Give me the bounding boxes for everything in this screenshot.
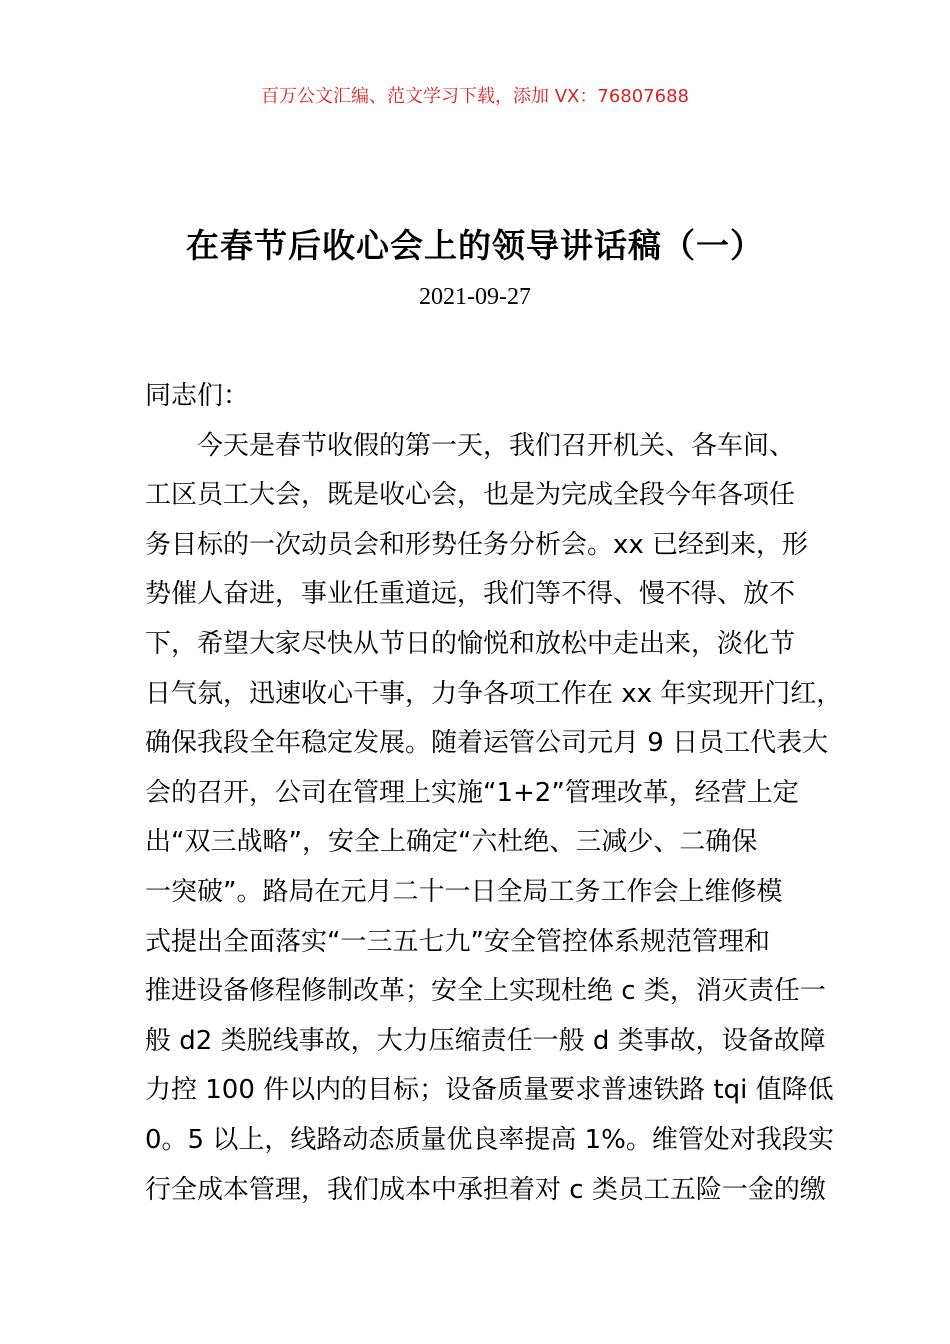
body-line: 力控 100 件以内的目标；设备质量要求普速铁路 tqi 值降低 (145, 1075, 834, 1106)
body-line: 行全成本管理，我们成本中承担着对 c 类员工五险一金的缴 (145, 1174, 826, 1205)
body-line: 0。5 以上，线路动态质量优良率提高 1%。维管处对我段实 (145, 1124, 834, 1155)
document-date: 2021-09-27 (419, 284, 531, 310)
download-notice: 百万公文汇编、范文学习下载，添加 VX：76807688 (261, 86, 689, 107)
body-line: 务目标的一次动员会和形势任务分析会。xx 已经到来，形 (145, 529, 809, 560)
body-line: 势催人奋进，事业任重道远，我们等不得、慢不得、放不 (145, 579, 796, 610)
body-line: 今天是春节收假的第一天，我们召开机关、各车间、 (197, 430, 796, 461)
document-body (145, 372, 843, 1215)
body-line: 确保我段全年稳定发展。随着运管公司元月 9 日员工代表大 (145, 728, 829, 759)
body-line: 下，希望大家尽快从节日的愉悦和放松中走出来，淡化节 (145, 628, 796, 659)
document-title: 在春节后收心会上的领导讲话稿（一） (186, 226, 764, 265)
body-line: 推进设备修程修制改革；安全上实现杜绝 c 类，消灭责任一 (145, 976, 826, 1007)
body-line: 日气氛，迅速收心干事，力争各项工作在 xx 年实现开门红， (145, 678, 843, 709)
body-line: 般 d2 类脱线事故，大力压缩责任一般 d 类事故，设备故障 (145, 1025, 826, 1056)
body-line: 出“双三战略”，安全上确定“六杜绝、三减少、二确保 (145, 827, 758, 858)
salutation: 同志们： (145, 381, 250, 411)
body-line: 式提出全面落实“一三五七九”安全管控体系规范管理和 (145, 926, 770, 957)
body-line: 会的召开，公司在管理上实施“1+2”管理改革，经营上定 (145, 777, 799, 808)
body-line: 工区员工大会，既是收心会，也是为完成全段今年各项任 (145, 480, 796, 511)
body-line: 一突破”。路局在元月二十一日全局工务工作会上维修模 (145, 876, 783, 907)
